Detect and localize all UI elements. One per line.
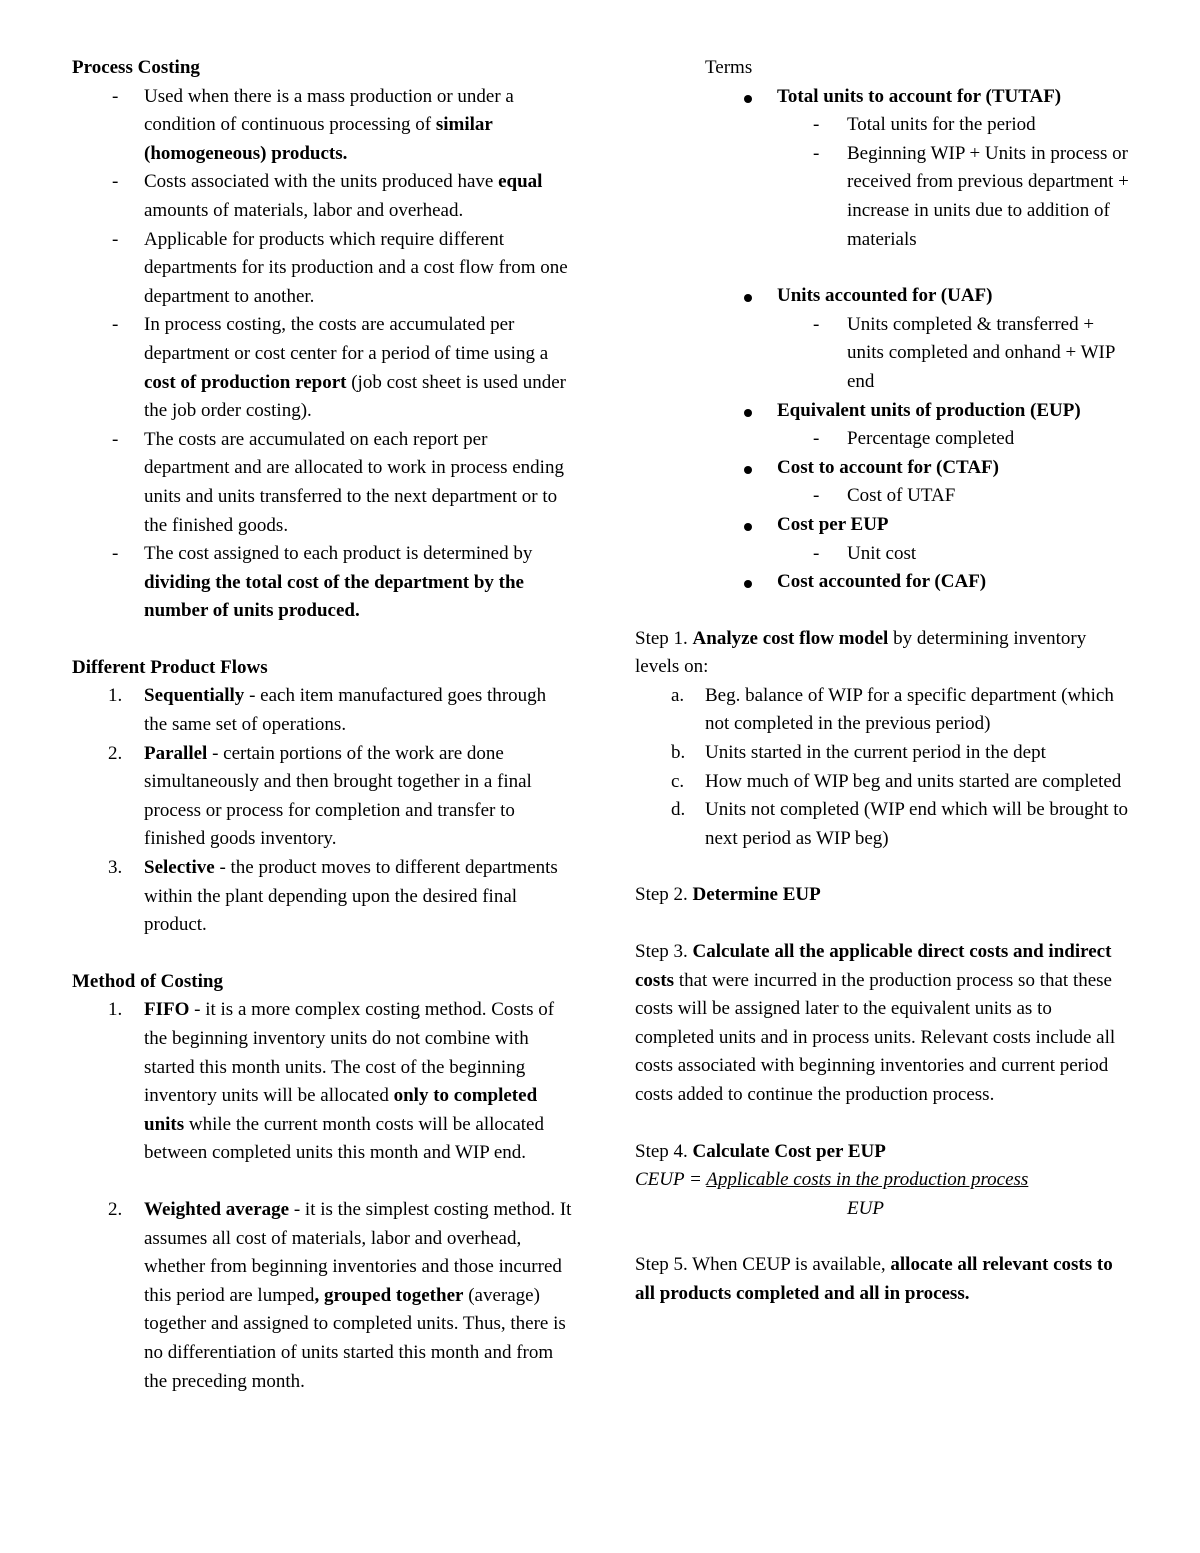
term-item: Units accounted for (UAF) - Units completed & transferred + units completed and onhand + WIP end (635, 282, 1135, 396)
term-item: Cost per EUP - Unit cost (635, 511, 1135, 568)
formula-denominator: EUP (847, 1197, 884, 1219)
method-list (72, 996, 572, 1396)
list-item: - Costs associated with the units produced have equal amounts of materials, labor and overhead. (72, 168, 572, 225)
formula-numerator: Applicable costs in the production process (706, 1169, 1029, 1191)
term-sub-item: - Cost of UTAF (635, 482, 1135, 511)
section-title-process-costing: Process Costing (72, 57, 200, 78)
list-item: - The costs are accumulated on each report per department and are allocated to work in process ending units and units transferred to the next department or to the finished goods. (72, 426, 572, 540)
term-sub-item: - Units completed & transferred + units completed and onhand + WIP end (635, 311, 1135, 397)
bullet-icon (744, 466, 752, 474)
list-item: 3. Selective - the product moves to different departments within the plant depending upon the desired final product. (108, 857, 558, 936)
list-item: 1. FIFO - it is a more complex costing method. Costs of the beginning inventory units do not combine with started this month units. The cost of the beginning inventory units will be allocated only to completed units while the current month costs will be allocated between completed units this month and WIP end. (108, 999, 555, 1164)
list-item: 2. Weighted average - it is the simplest costing method. It assumes all cost of materials, labor and overhead, whether from beginning inventories and those incurred this period are lumped, grouped together (average) together and assigned to completed units. Thus, there is no differentiation of units started this month and from the preceding month. (108, 1198, 572, 1392)
section-title-method-of-costing: Method of Costing (72, 970, 223, 992)
step-4: Step 4. Calculate Cost per EUP (635, 1140, 886, 1162)
list-item: - Used when there is a mass production or under a condition of continuous processing of similar (homogeneous) products. (72, 83, 572, 169)
list-item: 2. Parallel - certain portions of the work are done simultaneously and then brought together in a final process or process for completion and transfer to finished goods inventory. (108, 742, 532, 850)
list-item: b. Units started in the current period in the dept (671, 742, 1046, 764)
term-sub-item: - Beginning WIP + Units in process or received from previous department + increase in units due to addition of materials (635, 140, 1135, 254)
formula-lhs: CEUP = (635, 1169, 707, 1191)
process-costing-list (72, 83, 572, 626)
term-item: Cost accounted for (CAF) (635, 568, 1135, 597)
term-sub-item: - Unit cost (635, 540, 1135, 569)
bullet-icon (744, 294, 752, 302)
list-item: - The cost assigned to each product is determined by dividing the total cost of the department by the number of units produced. (72, 540, 572, 626)
step-1: Step 1. Analyze cost flow model by determining inventory levels on: (635, 627, 1087, 678)
list-item: c. How much of WIP beg and units started are completed (671, 770, 1122, 792)
ceup-formula (635, 1166, 1135, 1223)
terms-list (635, 83, 1135, 597)
list-item: - In process costing, the costs are accumulated per department or cost center for a period of time using a cost of production report (job cost sheet is used under the job order costing). (72, 311, 572, 425)
term-sub-item: - Total units for the period (635, 111, 1135, 140)
step-3: Step 3. Calculate all the applicable direct costs and indirect costs that were incurred in the production process so that these costs will be assigned later to the equivalent units as to completed units and in process units. Relevant costs include all costs associated with beginning inventories and current period costs added to continue the production process. (635, 941, 1116, 1105)
bullet-icon (744, 409, 752, 417)
product-flows-list (72, 682, 572, 939)
left-column (72, 54, 572, 1396)
step-1-list (635, 682, 1135, 854)
list-item: - Applicable for products which require different departments for its production and a cost flow from one department to another. (72, 226, 572, 312)
step-2: Step 2. Determine EUP (635, 884, 821, 906)
step-5: Step 5. When CEUP is available, allocate all relevant costs to all products completed and all in process. (635, 1254, 1113, 1304)
section-title-product-flows: Different Product Flows (72, 656, 268, 678)
right-column (635, 54, 1135, 1309)
term-sub-item: - Percentage completed (635, 425, 1135, 454)
term-item: Equivalent units of production (EUP) - Percentage completed (635, 397, 1135, 454)
bullet-icon (744, 95, 752, 103)
bullet-icon (744, 580, 752, 588)
list-item: 1. Sequentially - each item manufactured goes through the same set of operations. (108, 685, 547, 736)
bullet-icon (744, 523, 752, 531)
list-item: a. Beg. balance of WIP for a specific department (which not completed in the previous period) (671, 684, 1114, 735)
term-item: Cost to account for (CTAF) - Cost of UTAF (635, 454, 1135, 511)
term-item: Total units to account for (TUTAF) - Total units for the period - Beginning WIP + Units in process or received from previous department + increase in units due to addition of materials (635, 83, 1135, 255)
list-item: d. Units not completed (WIP end which will be brought to next period as WIP beg) (671, 799, 1129, 849)
terms-title: Terms (705, 57, 753, 78)
